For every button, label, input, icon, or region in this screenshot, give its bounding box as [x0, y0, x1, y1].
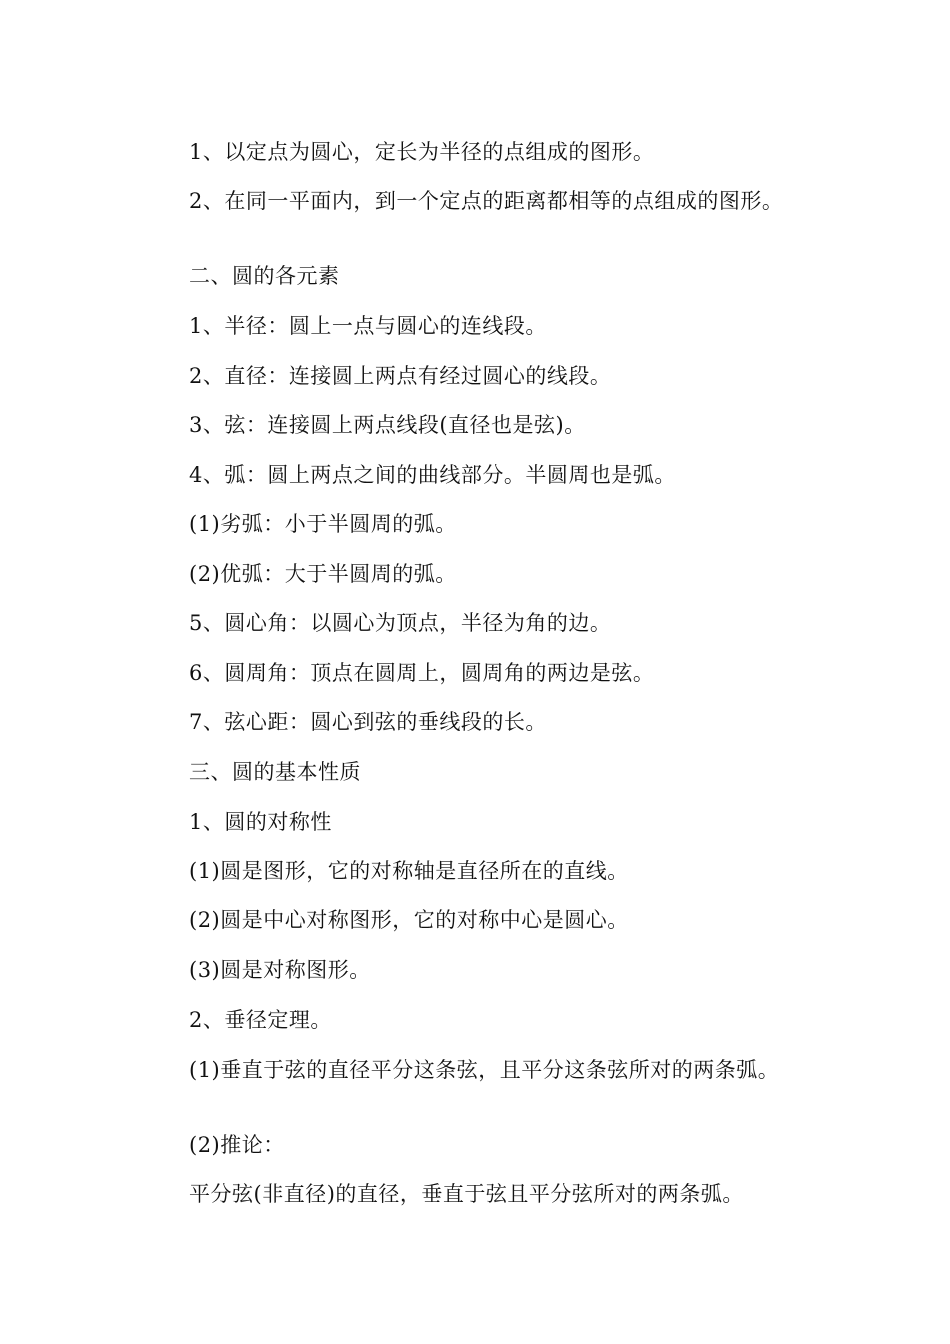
element-central-angle: 5、圆心角：以圆心为顶点，半径为角的边。 [189, 611, 612, 635]
element-inscribed-angle: 6、圆周角：顶点在圆周上，圆周角的两边是弦。 [189, 661, 655, 685]
property-perpendicular-heading: 2、垂径定理。 [189, 1008, 332, 1032]
property-symmetry-3: (3)圆是对称图形。 [189, 958, 371, 982]
property-symmetry-heading: 1、圆的对称性 [189, 810, 332, 834]
element-chord: 3、弦：连接圆上两点线段(直径也是弦)。 [189, 413, 586, 437]
section-heading-elements: 二、圆的各元素 [189, 264, 340, 288]
property-symmetry-2: (2)圆是中心对称图形，它的对称中心是圆心。 [189, 908, 629, 932]
element-major-arc: (2)优弧：大于半圆周的弧。 [189, 562, 457, 586]
property-symmetry-1: (1)圆是图形，它的对称轴是直径所在的直线。 [189, 859, 629, 883]
section-heading-properties: 三、圆的基本性质 [189, 760, 361, 784]
element-diameter: 2、直径：连接圆上两点有经过圆心的线段。 [189, 364, 612, 388]
definition-line-1: 1、以定点为圆心，定长为半径的点组成的图形。 [189, 140, 655, 164]
property-corollary-heading: (2)推论： [189, 1133, 285, 1157]
property-corollary-text: 平分弦(非直径)的直径，垂直于弦且平分弦所对的两条弧。 [189, 1182, 744, 1206]
definition-line-2: 2、在同一平面内，到一个定点的距离都相等的点组成的图形。 [189, 189, 784, 213]
element-chord-distance: 7、弦心距：圆心到弦的垂线段的长。 [189, 710, 547, 734]
element-minor-arc: (1)劣弧：小于半圆周的弧。 [189, 512, 457, 536]
element-radius: 1、半径：圆上一点与圆心的连线段。 [189, 314, 547, 338]
property-perpendicular-1: (1)垂直于弦的直径平分这条弦，且平分这条弦所对的两条弧。 [189, 1058, 780, 1082]
element-arc: 4、弧：圆上两点之间的曲线部分。半圆周也是弧。 [189, 463, 676, 487]
